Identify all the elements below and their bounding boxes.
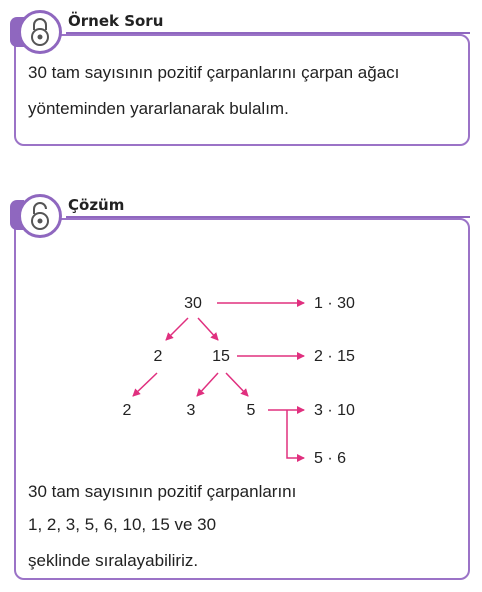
tree-level2-b: 3	[186, 402, 196, 419]
branch-30-to-2	[166, 318, 188, 340]
solution-title: Çözüm	[68, 196, 125, 214]
branch-15-to-5	[226, 373, 248, 396]
solution-text-line-2: 1, 2, 3, 5, 6, 10, 15 ve 30	[28, 515, 217, 534]
arrow-to-pair-4	[287, 410, 304, 458]
pair-4: 5 · 6	[314, 450, 347, 467]
branch-30-to-15	[198, 318, 218, 340]
tree-level1-right: 15	[212, 348, 230, 365]
solution-text-line-1: 30 tam sayısının pozitif çarpanlarını	[28, 482, 297, 501]
branch-15-to-3	[197, 373, 218, 396]
tree-root: 30	[184, 295, 202, 312]
pair-3: 3 · 10	[314, 402, 355, 419]
pair-2: 2 · 15	[314, 348, 355, 365]
tree-level1-left: 2	[153, 348, 163, 365]
solution-text-line-3: şeklinde sıralayabiliriz.	[28, 551, 199, 570]
question-line-1: 30 tam sayısının pozitif çarpanlarını çarpan ağacı	[28, 63, 400, 82]
tree-level2-c: 5	[246, 402, 256, 419]
example-title: Örnek Soru	[68, 12, 164, 30]
pair-1: 1 · 30	[314, 295, 355, 312]
question-line-2: yönteminden yararlanarak bulalım.	[28, 99, 289, 118]
tree-level2-a: 2	[122, 402, 132, 419]
branch-2-to-2	[133, 373, 157, 396]
